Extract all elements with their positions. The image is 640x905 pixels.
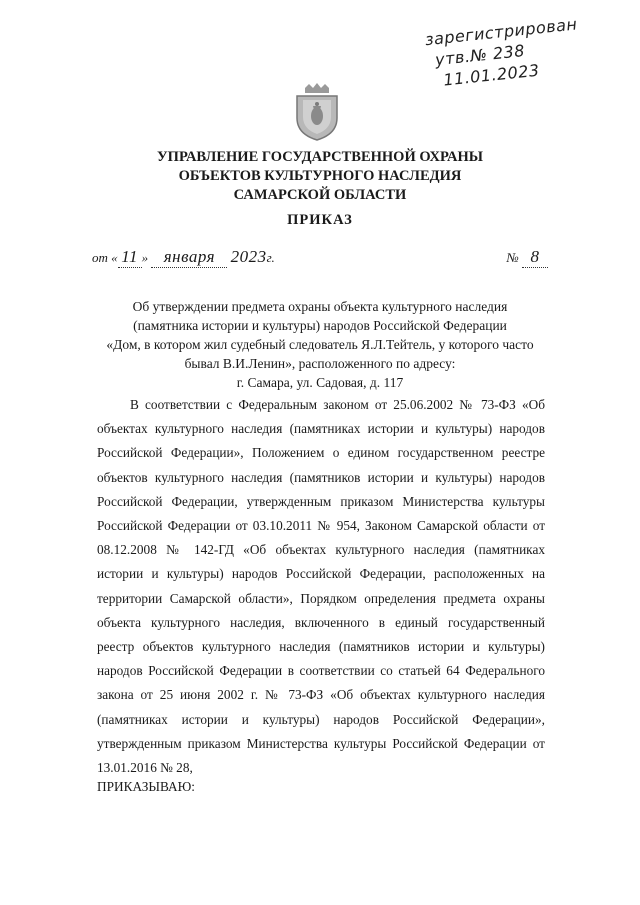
coat-of-arms-icon [291,82,343,142]
subject-line-5: г. Самара, ул. Садовая, д. 117 [236,375,404,390]
number-prefix: № [506,250,519,265]
number-value: 8 [522,247,548,268]
subject-line-1: Об утверждении предмета охраны объекта культурного наследия [132,299,508,314]
date-prefix: от « [92,250,118,265]
org-line-3: САМАРСКОЙ ОБЛАСТИ [233,187,407,203]
order-number [506,247,548,268]
date-day: 11 [118,247,142,268]
date-mid: » [141,250,149,265]
date-number-line [92,247,548,268]
date-year: 2023 [230,247,267,266]
subject-line-3: «Дом, в котором жил судебный следователь Я.Л.Тейтель, у которого часто [106,337,534,352]
document-body [97,393,545,780]
registration-stamp [418,9,623,93]
stamp-line-1: зарегистрирован [424,14,579,50]
stamp-line-2: утв.№ 238 [434,41,526,70]
org-line-2: ОБЪЕКТОВ КУЛЬТУРНОГО НАСЛЕДИЯ [178,168,462,184]
organization-name [0,148,640,205]
document-subject [90,297,550,392]
body-paragraph: В соответствии с Федеральным законом от 25.06.2002 № 73-ФЗ «Об объектах культурного наследия (памятниках истории и культуры) народов Российской Федерации», Положением о едином государственном реестре объектов культурного наследия (памятников истории и культуры) народов Российской Федерации, утвержденным приказом Министерства культуры Российской Федерации от 03.10.2011 № 954, Законом Самарской области от 08.12.2008 № 142-ГД «Об объектах культурного наследия (памятниках истории и культуры) народов Российской Федерации, расположенных на территории Самарской области», Порядком определения предмета охраны объекта культурного наследия, включенного в единый государственный реестр объектов культурного наследия (памятников истории и культуры) народов Российской Федерации в соответствии со статьей 64 Федерального закона от 25 июня 2002 г. № 73-ФЗ «Об объектах культурного наследия (памятниках истории и культуры) народов Российской Федерации», утвержденным приказом Министерства культуры Российской Федерации от 13.01.2016 № 28, [97,397,545,776]
stamp-line-3: 11.01.2023 [442,60,541,90]
document-type-title: ПРИКАЗ [287,212,353,228]
date-month: января [151,247,227,268]
subject-line-2: (памятника истории и культуры) народов Российской Федерации [133,318,507,333]
org-line-1: УПРАВЛЕНИЕ ГОСУДАРСТВЕННОЙ ОХРАНЫ [157,149,483,165]
subject-line-4: бывал В.И.Ленин», расположенного по адресу: [184,356,456,371]
order-directive: ПРИКАЗЫВАЮ: [97,779,195,794]
date-year-suffix: г. [266,250,275,265]
